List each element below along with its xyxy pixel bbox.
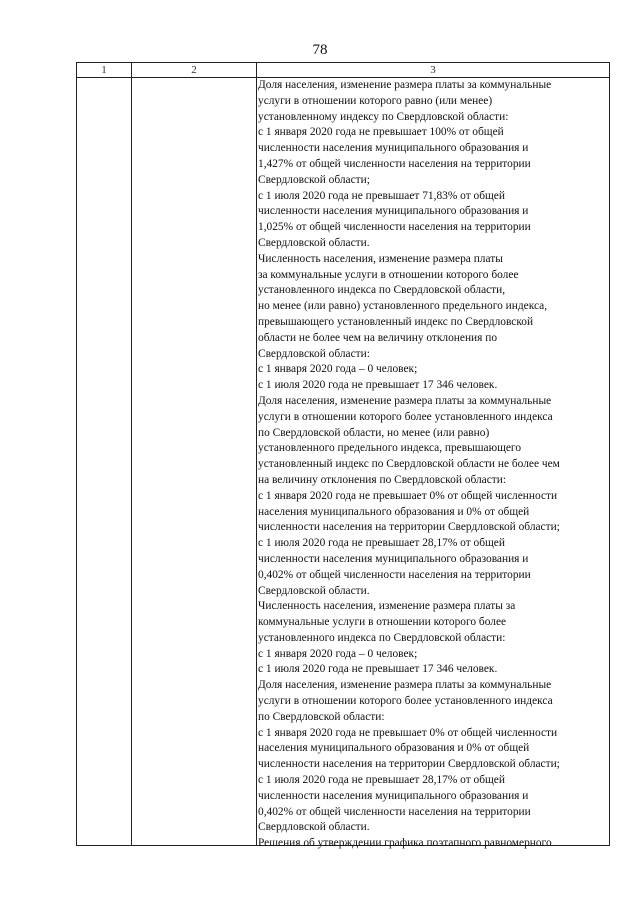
table-header-row: [77, 63, 609, 78]
text-line: численности населения на территории Свердловской области;: [258, 521, 560, 534]
text-line: 1,025% от общей численности населения на территории: [258, 221, 531, 234]
column-header-2: 2: [191, 64, 197, 76]
text-line: Доля населения, изменение размера платы за коммунальные: [258, 679, 552, 692]
text-line: 0,402% от общей численности населения на территории: [258, 568, 531, 581]
text-line: численности населения муниципального образования и: [258, 552, 529, 565]
text-line: услуги в отношении которого равно (или менее): [258, 94, 493, 107]
column-divider-2: [256, 63, 257, 845]
text-line: населения муниципального образования и 0% от общей: [258, 505, 530, 518]
text-line: с 1 января 2020 года не превышает 100% от общей: [258, 126, 504, 139]
text-line: 1,427% от общей численности населения на территории: [258, 157, 531, 170]
text-line: установленного индекса по Свердловской области:: [258, 631, 506, 644]
column-divider-1: [131, 63, 132, 845]
text-line: с 1 января 2020 года не превышает 0% от общей численности: [258, 726, 558, 739]
text-line: численности населения муниципального образования и: [258, 142, 529, 155]
text-line: с 1 июля 2020 года не превышает 28,17% от общей: [258, 774, 505, 787]
text-line: установленного индекса по Свердловской области,: [258, 284, 506, 297]
text-line: услуги в отношении которого более установленного индекса: [258, 410, 553, 423]
text-line: по Свердловской области, но менее (или равно): [258, 426, 490, 439]
text-line: по Свердловской области:: [258, 710, 385, 723]
text-line: установленному индексу по Свердловской области:: [258, 110, 509, 123]
text-line: с 1 января 2020 года – 0 человек;: [258, 363, 418, 376]
text-line: но менее (или равно) установленного предельного индекса,: [258, 300, 548, 313]
text-line: установленного предельного индекса, превышающего: [258, 442, 522, 455]
text-line: численности населения муниципального образования и: [258, 789, 529, 802]
text-line: области не более чем на величину отклонения по: [258, 331, 498, 344]
text-line: населения муниципального образования и 0% от общей: [258, 742, 530, 755]
text-line: 0,402% от общей численности населения на территории: [258, 805, 531, 818]
text-line: Численность населения, изменение размера платы за: [258, 600, 516, 613]
text-line: Решения об утверждении графика поэтапного равномерного: [258, 837, 552, 850]
text-line: коммунальные услуги в отношении которого более: [258, 616, 507, 629]
table-cell-column-3: [258, 78, 608, 852]
text-line: с 1 июля 2020 года не превышает 17 346 человек.: [258, 663, 498, 676]
text-line: численности населения муниципального образования и: [258, 205, 529, 218]
text-line: превышающего установленный индекс по Свердловской: [258, 315, 534, 328]
text-line: установленный индекс по Свердловской области не более чем: [258, 458, 560, 471]
document-table: [76, 62, 610, 850]
page-number: 78: [312, 42, 328, 58]
text-line: с 1 июля 2020 года не превышает 28,17% от общей: [258, 537, 505, 550]
text-line: с 1 января 2020 года – 0 человек;: [258, 647, 418, 660]
text-line: с 1 января 2020 года не превышает 0% от общей численности: [258, 489, 558, 502]
text-line: Численность населения, изменение размера платы: [258, 252, 503, 265]
column-header-3: 3: [430, 64, 436, 76]
text-line: Свердловской области:: [258, 347, 370, 360]
text-line: численности населения на территории Свердловской области;: [258, 758, 560, 771]
text-line: услуги в отношении которого более установленного индекса: [258, 695, 553, 708]
text-line: Доля населения, изменение размера платы за коммунальные: [258, 394, 552, 407]
text-line: Доля населения, изменение размера платы за коммунальные: [258, 79, 552, 91]
text-line: за коммунальные услуги в отношении которого более: [258, 268, 519, 281]
column-header-1: 1: [101, 64, 107, 76]
text-line: Свердловской области.: [258, 821, 370, 834]
text-line: Свердловской области.: [258, 584, 370, 597]
text-line: с 1 июля 2020 года не превышает 17 346 человек.: [258, 379, 498, 392]
text-line: Свердловской области;: [258, 173, 370, 186]
text-line: Свердловской области.: [258, 236, 370, 249]
text-line: с 1 июля 2020 года не превышает 71,83% от общей: [258, 189, 505, 202]
text-line: на величину отклонения по Свердловской области:: [258, 473, 507, 486]
